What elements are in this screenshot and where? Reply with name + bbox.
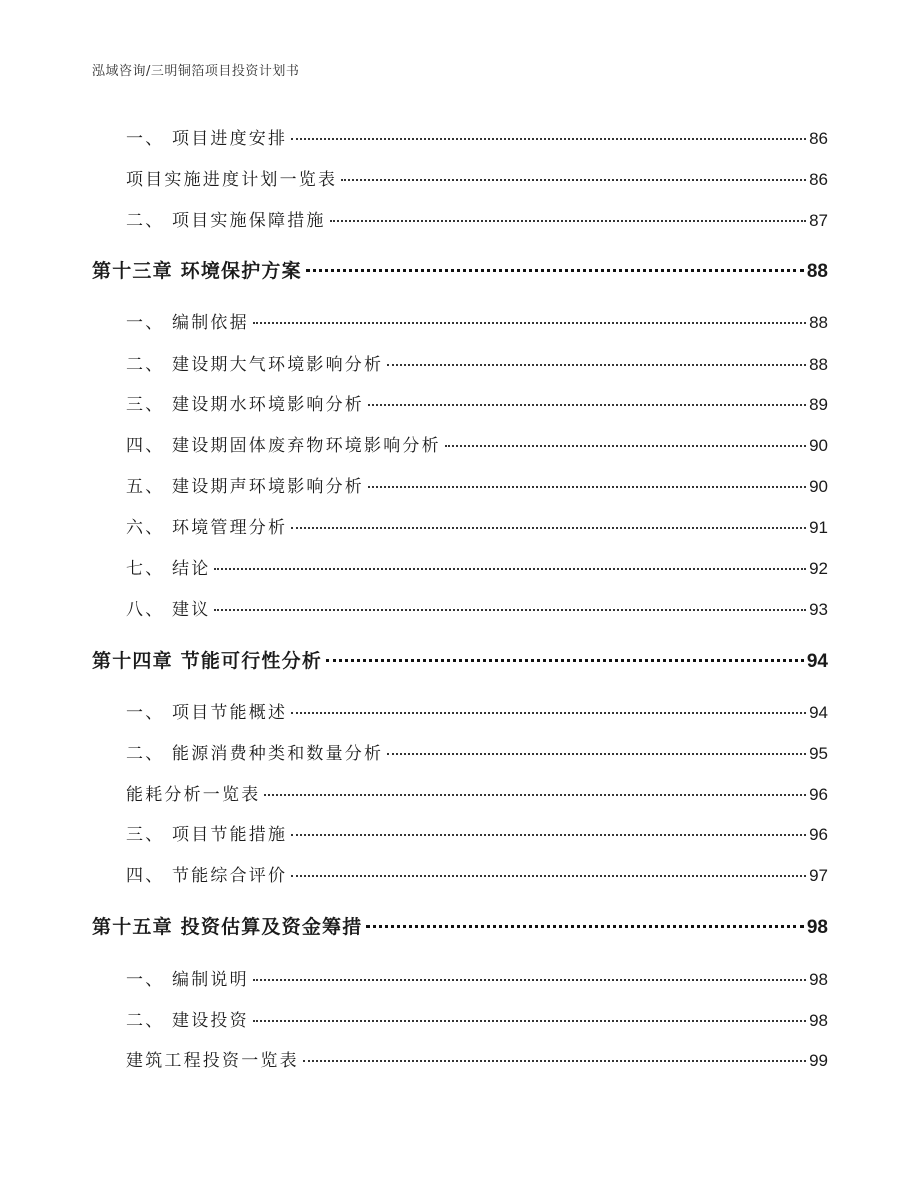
toc-dot-leader: [445, 445, 806, 447]
toc-entry-title: 节能综合评价: [172, 866, 288, 886]
toc-section-entry[interactable]: [126, 390, 828, 415]
toc-page-number: 88: [806, 261, 828, 282]
toc-entry-title: 建筑工程投资一览表: [126, 1051, 299, 1071]
toc-entry-number: 二、: [126, 1011, 165, 1031]
toc-entry-title: 能源消费种类和数量分析: [172, 744, 384, 764]
toc-page-number: 87: [809, 211, 828, 230]
toc-dot-leader: [303, 1060, 806, 1062]
toc-entry-number: 一、: [126, 313, 165, 333]
toc-entry-title: 项目实施保障措施: [172, 211, 326, 231]
toc-entry-title: 建设期水环境影响分析: [172, 395, 364, 415]
toc-entry-title: 环境管理分析: [172, 518, 288, 538]
toc-section-entry[interactable]: [126, 595, 828, 620]
toc-page-number: 98: [806, 917, 828, 938]
toc-dot-leader: [326, 659, 804, 662]
toc-entry-title: 项目实施进度计划一览表: [126, 170, 338, 190]
toc-section-entry[interactable]: [126, 739, 828, 764]
toc-dot-leader: [253, 979, 806, 981]
toc-entry-number: 四、: [126, 436, 165, 456]
toc-entry-title: 编制说明: [172, 970, 249, 990]
toc-page-number: 94: [809, 703, 828, 722]
toc-section-entry[interactable]: [126, 1046, 828, 1071]
toc-dot-leader: [368, 404, 806, 406]
toc-entry-title: 项目节能概述: [172, 703, 288, 723]
toc-page-number: 88: [809, 355, 828, 374]
toc-entry-title: 项目进度安排: [172, 129, 288, 149]
toc-entry-title: 建设期声环境影响分析: [172, 477, 364, 497]
toc-section-entry[interactable]: [126, 350, 828, 375]
toc-page-number: 93: [809, 600, 828, 619]
toc-entry-title: 结论: [172, 559, 211, 579]
toc-entry-number: 三、: [126, 395, 165, 415]
toc-entry-title: 建设期大气环境影响分析: [172, 355, 384, 375]
toc-section-entry[interactable]: [126, 308, 828, 333]
toc-page-number: 90: [809, 477, 828, 496]
toc-page-number: 98: [809, 970, 828, 989]
toc-page-number: 89: [809, 395, 828, 414]
toc-page-number: 98: [809, 1011, 828, 1030]
toc-section-entry[interactable]: [126, 554, 828, 579]
toc-entry-title: 能耗分析一览表: [126, 785, 261, 805]
toc-dot-leader: [291, 527, 806, 529]
toc-entry-number: 三、: [126, 825, 165, 845]
toc-dot-leader: [291, 138, 806, 140]
toc-entry-title: 建设投资: [172, 1011, 249, 1031]
toc-dot-leader: [306, 269, 804, 272]
toc-chapter-entry[interactable]: [92, 646, 828, 673]
toc-entry-number: 二、: [126, 355, 165, 375]
toc-dot-leader: [214, 568, 806, 570]
toc-entry-title: 第十五章 投资估算及资金筹措: [92, 916, 363, 938]
toc-entry-title: 建议: [172, 600, 211, 620]
toc-page-number: 86: [809, 170, 828, 189]
toc-dot-leader: [387, 364, 806, 366]
toc-page-number: 88: [809, 313, 828, 332]
toc-page-number: 92: [809, 559, 828, 578]
document-header: 泓域咨询/三明铜箔项目投资计划书: [92, 64, 300, 79]
toc-page-number: 90: [809, 436, 828, 455]
toc-dot-leader: [291, 712, 806, 714]
toc-section-entry[interactable]: [126, 513, 828, 538]
toc-dot-leader: [341, 179, 806, 181]
toc-chapter-entry[interactable]: [92, 256, 828, 283]
toc-section-entry[interactable]: [126, 965, 828, 990]
toc-section-entry[interactable]: [126, 820, 828, 845]
toc-page-number: 94: [806, 651, 828, 672]
toc-section-entry[interactable]: [126, 698, 828, 723]
toc-page-number: 91: [809, 518, 828, 537]
toc-entry-number: 二、: [126, 744, 165, 764]
toc-dot-leader: [330, 220, 806, 222]
toc-dot-leader: [368, 486, 806, 488]
toc-dot-leader: [387, 753, 806, 755]
toc-section-entry[interactable]: [126, 780, 828, 805]
toc-page-number: 96: [809, 825, 828, 844]
toc-section-entry[interactable]: [126, 165, 828, 190]
toc-entry-title: 项目节能措施: [172, 825, 288, 845]
toc-section-entry[interactable]: [126, 431, 828, 456]
toc-section-entry[interactable]: [126, 1006, 828, 1031]
toc-entry-title: 编制依据: [172, 313, 249, 333]
toc-entry-number: 七、: [126, 559, 165, 579]
toc-page-number: 86: [809, 129, 828, 148]
toc-entry-number: 一、: [126, 970, 165, 990]
toc-entry-title: 第十三章 环境保护方案: [92, 260, 302, 282]
toc-entry-number: 一、: [126, 129, 165, 149]
toc-entry-number: 四、: [126, 866, 165, 886]
toc-dot-leader: [366, 925, 803, 928]
toc-dot-leader: [214, 609, 806, 611]
toc-entry-number: 八、: [126, 600, 165, 620]
toc-entry-number: 五、: [126, 477, 165, 497]
toc-dot-leader: [291, 875, 806, 877]
toc-section-entry[interactable]: [126, 861, 828, 886]
toc-section-entry[interactable]: [126, 472, 828, 497]
toc-section-entry[interactable]: [126, 206, 828, 231]
toc-page-number: 97: [809, 866, 828, 885]
toc-entry-title: 建设期固体废弃物环境影响分析: [172, 436, 441, 456]
toc-page-number: 95: [809, 744, 828, 763]
toc-dot-leader: [264, 794, 806, 796]
toc-section-entry[interactable]: [126, 124, 828, 149]
toc-dot-leader: [253, 1020, 806, 1022]
toc-chapter-entry[interactable]: [92, 912, 828, 939]
toc-entry-number: 六、: [126, 518, 165, 538]
toc-entry-number: 一、: [126, 703, 165, 723]
toc-page-number: 96: [809, 785, 828, 804]
toc-page-number: 99: [809, 1051, 828, 1070]
toc-dot-leader: [291, 834, 806, 836]
toc-dot-leader: [253, 322, 806, 324]
toc-entry-number: 二、: [126, 211, 165, 231]
toc-entry-title: 第十四章 节能可行性分析: [92, 650, 323, 672]
